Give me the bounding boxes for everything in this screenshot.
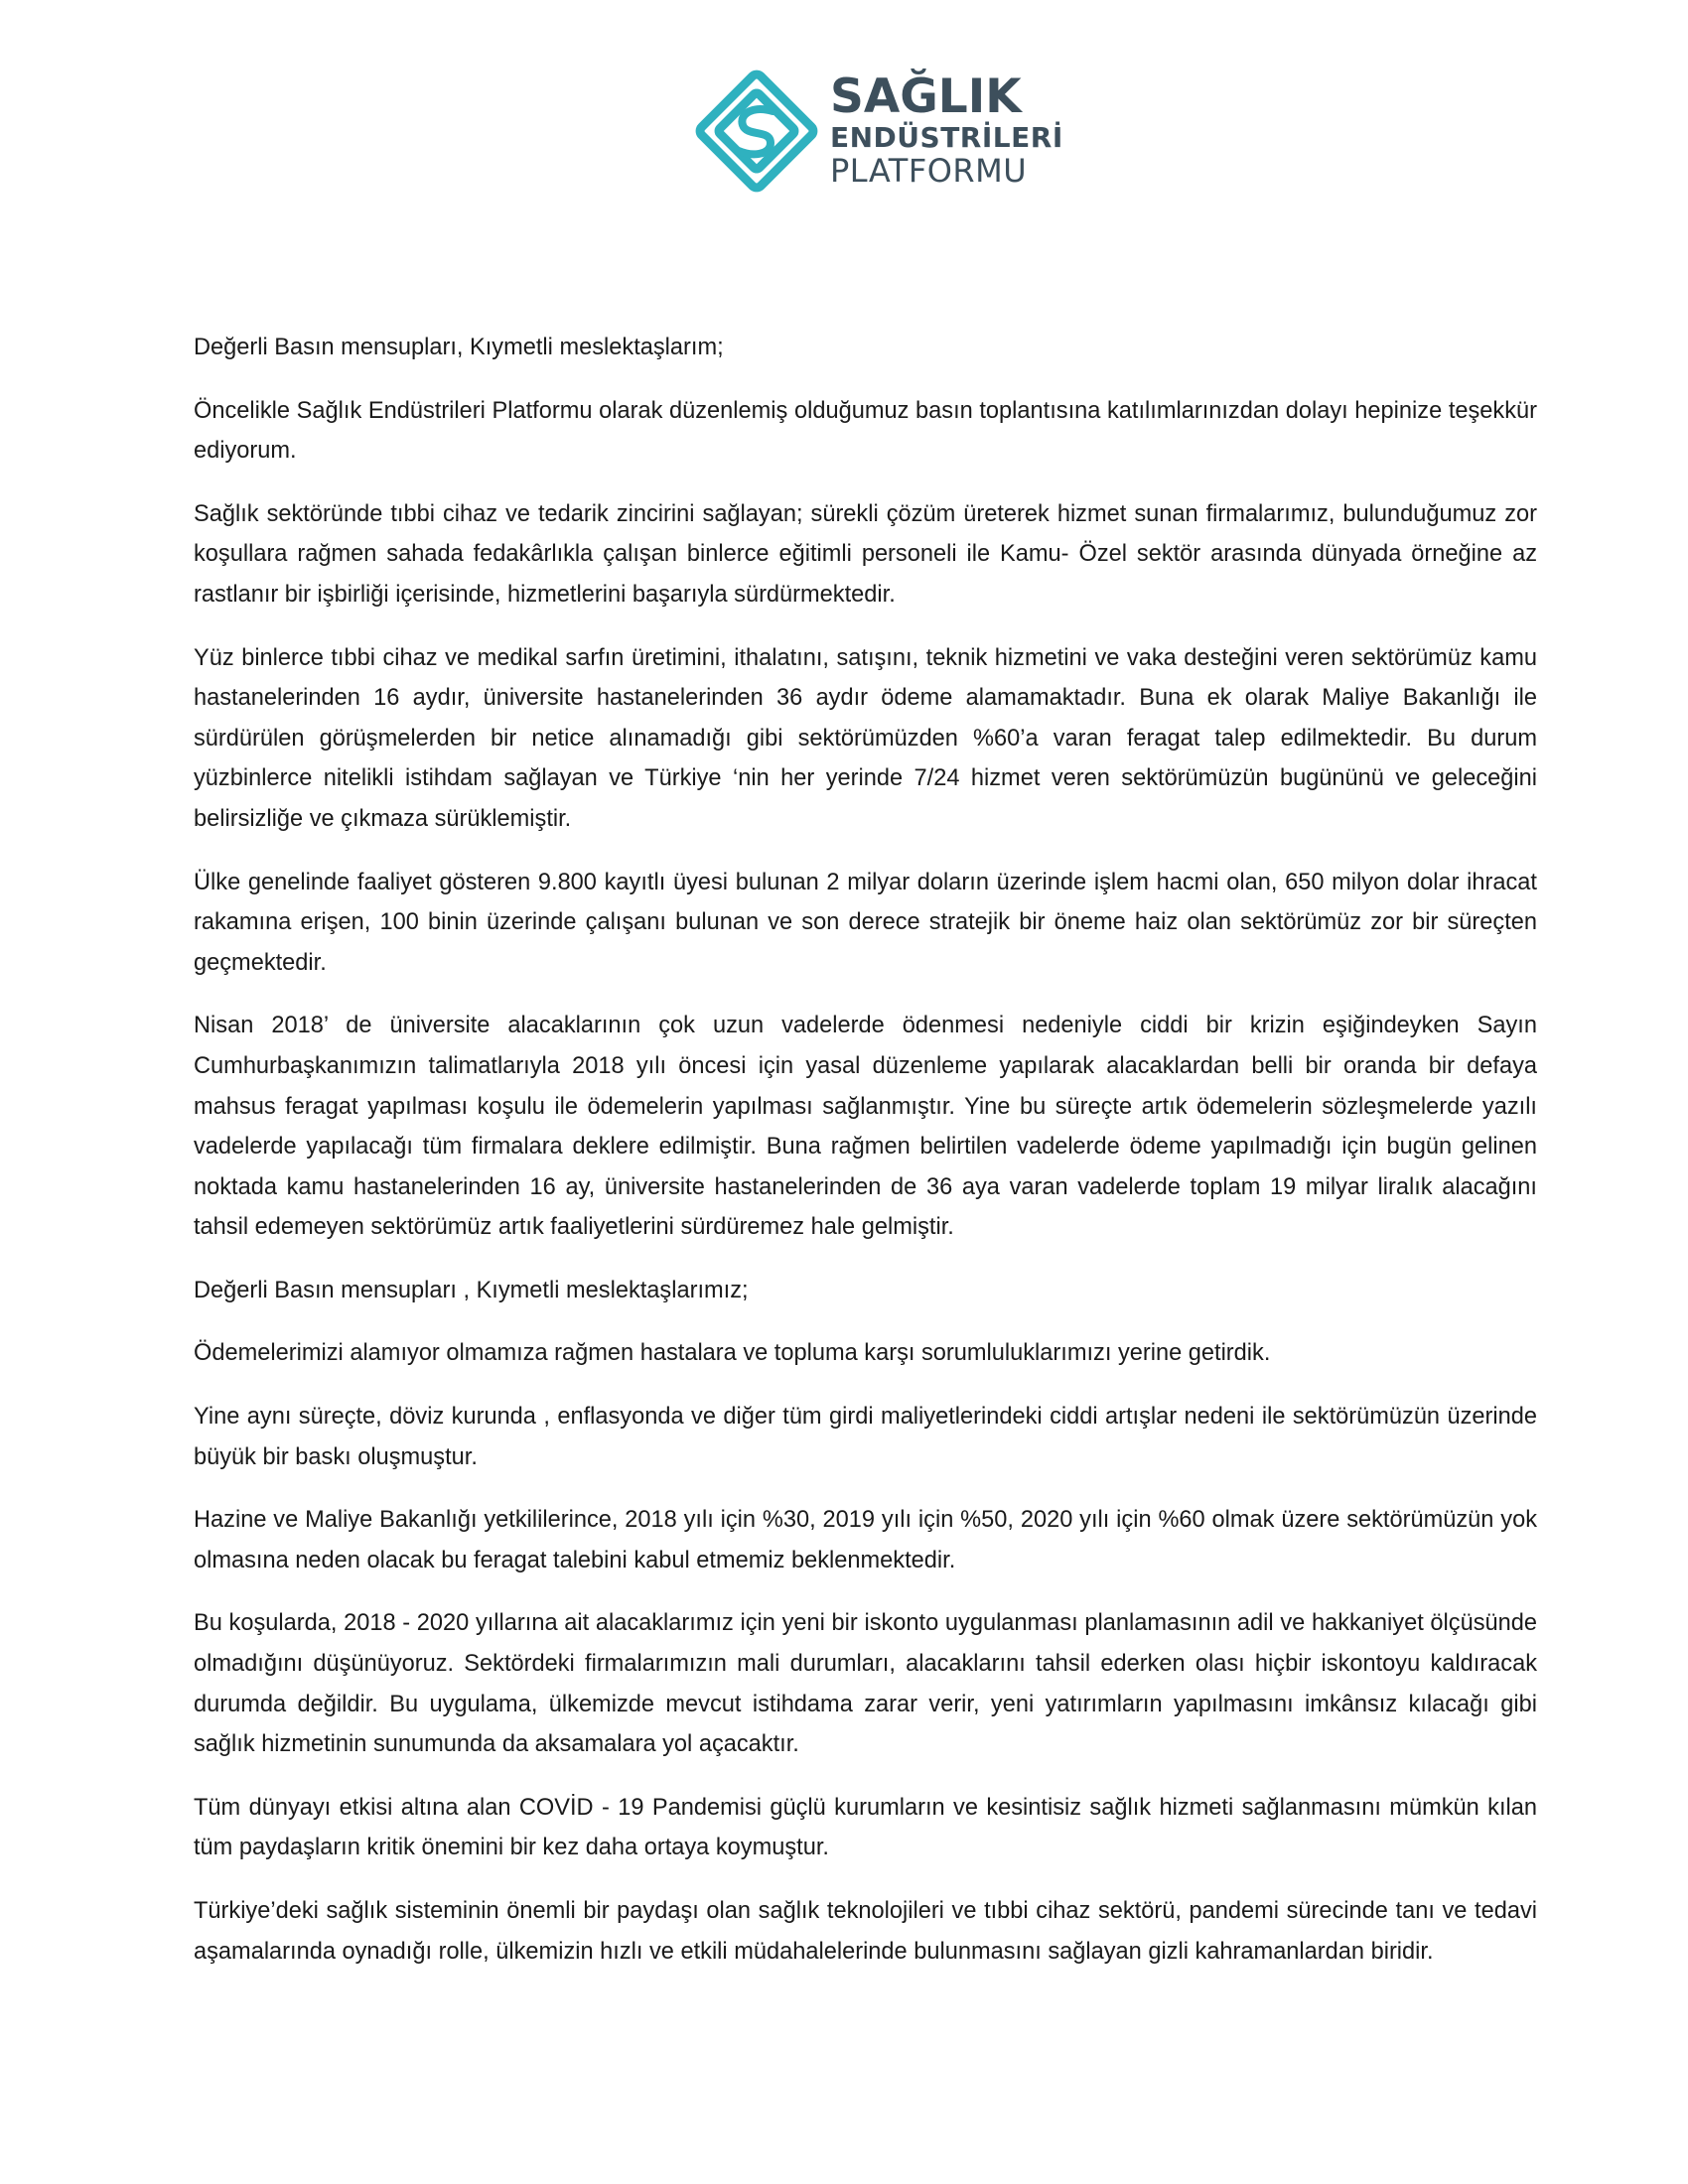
- logo-line3: PLATFORMU: [830, 152, 1028, 190]
- logo: [693, 64, 1063, 195]
- salutation: Değerli Basın mensupları, Kıymetli meslektaşlarım;: [194, 335, 724, 360]
- logo-mark-icon: [693, 68, 820, 195]
- paragraph: Hazine ve Maliye Bakanlığı yetkililerince, 2018 yılı için %30, 2019 yılı için %50, 2020 yılı için %60 olmak üzere sektörümüzün yok olmasına neden olacak bu feragat talebini kabul etmemiz beklenmektedir.: [194, 1507, 1537, 1573]
- logo-line1: SAĞLIK: [830, 69, 1022, 124]
- paragraph: Tüm dünyayı etkisi altına alan COVİD - 19 Pandemisi güçlü kurumların ve kesintisiz sağlık hizmeti sağlanmasını mümkün kılan tüm paydaşların kritik önemini bir kez daha ortaya koymuştur.: [194, 1794, 1537, 1861]
- paragraph: Nisan 2018’ de üniversite alacaklarının çok uzun vadelerde ödenmesi nedeniyle ciddi bir krizin eşiğindeyken Sayın Cumhurbaşkanımızın talimatlarıyla 2018 yılı öncesi için yasal düzenleme yapılarak alacaklardan belli bir oranda bir defaya mahsus feragat yapılması koşulu ile ödemelerin yapılması sağlanmıştır. Yine bu süreçte artık ödemelerin sözleşmelerde yazılı vadelerde yapılacağı tüm firmalara deklere edilmiştir. Buna rağmen belirtilen vadelerde ödeme yapılmadığı için bugün gelinen noktada kamu hastanelerinden 16 ay, üniversite hastanelerinden de 36 aya varan vadelerde toplam 19 milyar liralık alacağını tahsil edemeyen sektörümüz artık faaliyetlerini sürdüremez hale gelmiştir.: [194, 1013, 1537, 1241]
- paragraph: Türkiye’deki sağlık sisteminin önemli bir paydaşı olan sağlık teknolojileri ve tıbbi cihaz sektörü, pandemi sürecinde tanı ve tedavi aşamalarında oynadığı rolle, ülkemizin hızlı ve etkili müdahalelerinde bulunmasını sağlayan gizli kahramanlardan biridir.: [194, 1898, 1537, 1965]
- paragraph: Yüz binlerce tıbbi cihaz ve medikal sarfın üretimini, ithalatını, satışını, teknik hizmetini ve vaka desteğini veren sektörümüz kamu hastanelerinden 16 aydır, üniversite hastanelerinden 36 aydır ödeme alamamaktadır. Buna ek olarak Maliye Bakanlığı ile sürdürülen görüşmelerden bir netice alınamadığı gibi sektörümüzden %60’a varan feragat talep edilmektedir. Bu durum yüzbinlerce nitelikli istihdam sağlayan ve Türkiye ‘nin her yerinde 7/24 hizmet veren sektörümüzün bugününü ve geleceğini belirsizliğe ve çıkmaza sürüklemiştir.: [194, 644, 1537, 832]
- paragraph: Ülke genelinde faaliyet gösteren 9.800 kayıtlı üyesi bulunan 2 milyar doların üzerinde işlem hacmi olan, 650 milyon dolar ihracat rakamına erişen, 100 binin üzerinde çalışanı bulunan ve son derece stratejik bir öneme haiz olan sektörümüz zor bir süreçten geçmektedir.: [194, 869, 1537, 976]
- letter-body: [194, 328, 1537, 1994]
- logo-text: [830, 69, 1063, 190]
- paragraph: Öncelikle Sağlık Endüstrileri Platformu olarak düzenlemiş olduğumuz basın toplantısına katılımlarınızdan dolayı hepinize teşekkür ediyorum.: [194, 397, 1537, 465]
- paragraph: Yine aynı süreçte, döviz kurunda , enflasyonda ve diğer tüm girdi maliyetlerindeki ciddi artışlar nedeni ile sektörümüzün üzerinde büyük bir baskı oluşmuştur.: [194, 1404, 1537, 1470]
- paragraph: Ödemelerimizi alamıyor olmamıza rağmen hastalara ve topluma karşı sorumluluklarımızı yerine getirdik.: [194, 1340, 1271, 1367]
- logo-line2: ENDÜSTRİLERİ: [830, 121, 1063, 154]
- paragraph: Bu koşularda, 2018 - 2020 yıllarına ait alacaklarımız için yeni bir iskonto uygulanması planlamasının adil ve hakkaniyet ölçüsünde olmadığını düşünüyoruz. Sektördeki firmalarımızın mali durumları, alacaklarını tahsil ederken olası hiçbir iskontoyu kaldıracak durumda değildir. Bu uygulama, ülkemizde mevcut istihdama zarar verir, yeni yatırımların yapılmasını imkânsız kılacağı gibi sağlık hizmetinin sunumunda da aksamalara yol açacaktır.: [194, 1610, 1537, 1758]
- salutation: Değerli Basın mensupları , Kıymetli meslektaşlarımız;: [194, 1277, 749, 1303]
- paragraph: Sağlık sektöründe tıbbi cihaz ve tedarik zincirini sağlayan; sürekli çözüm üreterek hizmet sunan firmalarımız, bulunduğumuz zor koşullara rağmen sahada fedakârlıkla çalışan binlerce eğitimli personeli ile Kamu- Özel sektör arasında dünyada örneğine az rastlanır bir işbirliği içerisinde, hizmetlerini başarıyla sürdürmektedir.: [194, 500, 1537, 608]
